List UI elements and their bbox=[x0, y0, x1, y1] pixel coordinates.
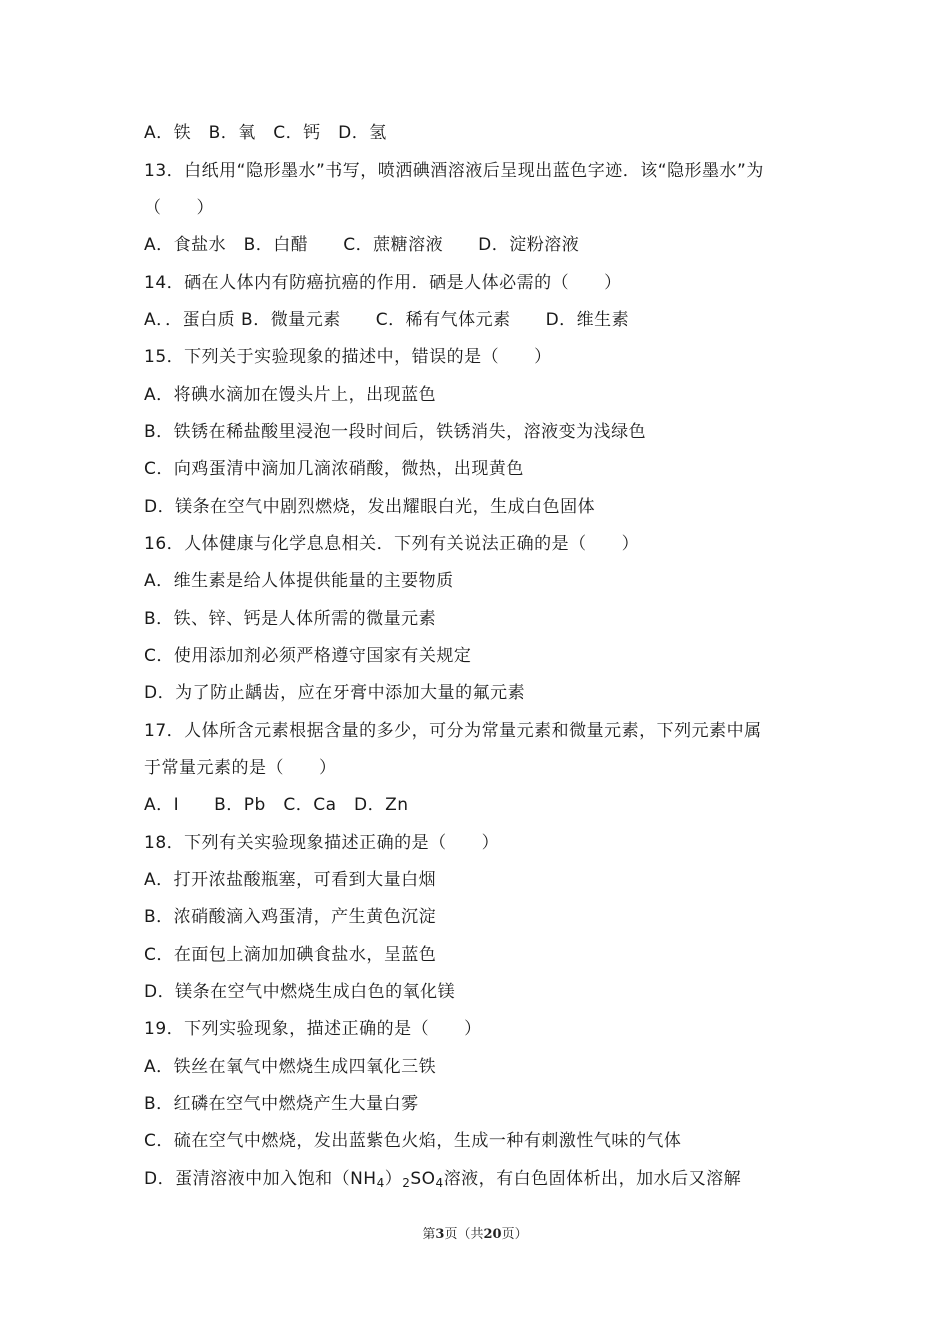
q16-option-b: B．铁、锌、钙是人体所需的微量元素 bbox=[144, 609, 437, 629]
q18-option-b: B．浓硝酸滴入鸡蛋清，产生黄色沉淀 bbox=[144, 907, 437, 927]
q19-option-a: A．铁丝在氧气中燃烧生成四氧化三铁 bbox=[144, 1057, 437, 1077]
sulfate-label: SO bbox=[410, 1169, 436, 1189]
q13-options: A．食盐水 B．白醋 C．蔗糖溶液 D．淀粉溶液 bbox=[144, 235, 580, 255]
page-footer bbox=[0, 1226, 950, 1244]
q19-stem: 19．下列实验现象，描述正确的是（ ） bbox=[144, 1019, 482, 1039]
q19-option-d-paren: ） bbox=[384, 1169, 403, 1189]
q14-options: A．．蛋白质 B．微量元素 C．稀有气体元素 D．维生素 bbox=[144, 310, 630, 330]
q16-option-a: A．维生素是给人体提供能量的主要物质 bbox=[144, 571, 454, 591]
q16-option-c: C．使用添加剂必须严格遵守国家有关规定 bbox=[144, 646, 472, 666]
q14-stem: 14．硒在人体内有防癌抗癌的作用．硒是人体必需的（ ） bbox=[144, 273, 622, 293]
q13-stem-blank: （ ） bbox=[144, 198, 214, 218]
footer-total-pages: 20 bbox=[483, 1227, 502, 1242]
q18-option-c: C．在面包上滴加加碘食盐水，呈蓝色 bbox=[144, 945, 437, 965]
q17-options: A．I B．Pb C．Ca D．Zn bbox=[144, 795, 409, 815]
footer-suffix: 页） bbox=[501, 1227, 528, 1242]
q19-option-d-prefix: D．蛋清溶液中加入饱和（NH bbox=[144, 1169, 377, 1189]
q15-option-c: C．向鸡蛋清中滴加几滴浓硝酸，微热，出现黄色 bbox=[144, 459, 524, 479]
q18-option-a: A．打开浓盐酸瓶塞，可看到大量白烟 bbox=[144, 870, 437, 890]
q15-option-d: D．镁条在空气中剧烈燃烧，发出耀眼白光，生成白色固体 bbox=[144, 497, 596, 517]
q15-stem: 15．下列关于实验现象的描述中，错误的是（ ） bbox=[144, 347, 552, 367]
q16-stem: 16．人体健康与化学息息相关．下列有关说法正确的是（ ） bbox=[144, 534, 640, 554]
footer-page-number: 3 bbox=[435, 1227, 445, 1242]
subscript-2: 2 bbox=[402, 1176, 411, 1190]
q16-option-d: D．为了防止龋齿，应在牙膏中添加大量的氟元素 bbox=[144, 683, 526, 703]
q17-stem-cont: 于常量元素的是（ ） bbox=[144, 758, 337, 778]
q18-option-d: D．镁条在空气中燃烧生成白色的氧化镁 bbox=[144, 982, 456, 1002]
footer-prefix: 第 bbox=[422, 1227, 436, 1242]
q15-option-a: A．将碘水滴加在馒头片上，出现蓝色 bbox=[144, 385, 437, 405]
subscript-4-sulfate: 4 bbox=[435, 1176, 444, 1190]
q19-option-d bbox=[144, 1168, 824, 1194]
footer-middle: 页（共 bbox=[444, 1227, 484, 1242]
q19-option-d-suffix: 溶液，有白色固体析出，加水后又溶解 bbox=[443, 1169, 742, 1189]
q15-option-b: B．铁锈在稀盐酸里浸泡一段时间后，铁锈消失，溶液变为浅绿色 bbox=[144, 422, 647, 442]
q18-stem: 18．下列有关实验现象描述正确的是（ ） bbox=[144, 833, 500, 853]
q13-stem: 13．白纸用“隐形墨水”书写，喷洒碘酒溶液后呈现出蓝色字迹．该“隐形墨水”为 bbox=[144, 161, 764, 181]
q19-option-b: B．红磷在空气中燃烧产生大量白雾 bbox=[144, 1094, 419, 1114]
subscript-4: 4 bbox=[376, 1176, 385, 1190]
q12-options: A．铁 B．氧 C．钙 D．氢 bbox=[144, 123, 387, 143]
q19-option-c: C．硫在空气中燃烧，发出蓝紫色火焰，生成一种有刺激性气味的气体 bbox=[144, 1131, 682, 1151]
q17-stem: 17．人体所含元素根据含量的多少，可分为常量元素和微量元素，下列元素中属 bbox=[144, 721, 762, 741]
